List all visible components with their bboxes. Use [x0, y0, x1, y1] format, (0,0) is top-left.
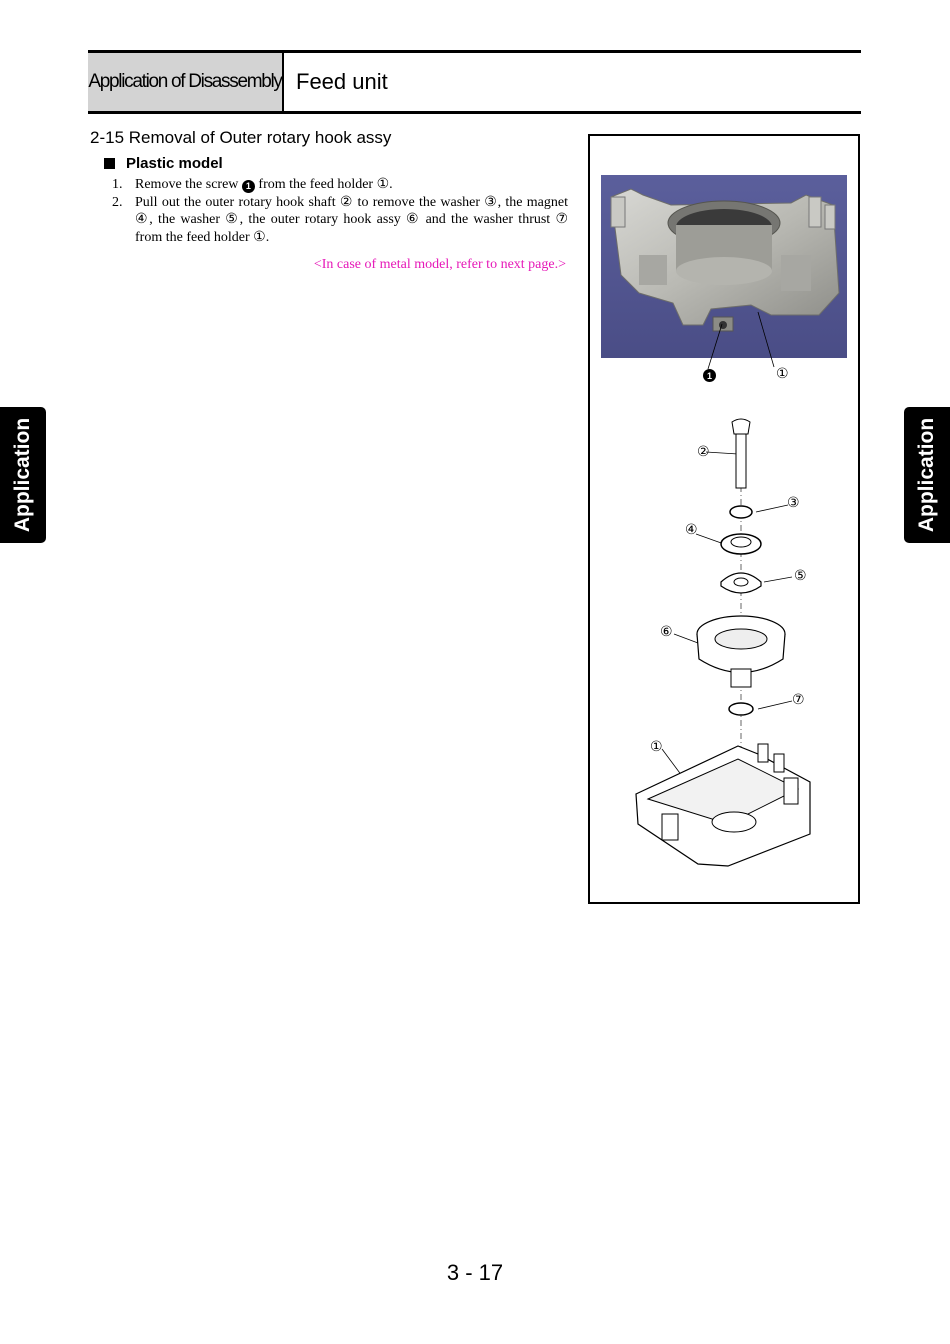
subheading: [104, 155, 223, 172]
step-number: 1.: [112, 177, 123, 192]
header-title: Feed unit: [296, 69, 388, 94]
square-bullet-icon: [104, 158, 115, 169]
screw-callout-icon: 1: [703, 369, 716, 382]
screw-marker-icon: 1: [242, 180, 255, 193]
metal-model-note: <In case of metal model, refer to next page.>: [313, 257, 566, 272]
list-item: [112, 176, 568, 194]
list-item: [112, 194, 568, 247]
rotary-hook-drawing: [697, 616, 785, 687]
hook-callout: ⑥: [660, 624, 673, 640]
figure-drawing: [588, 134, 860, 904]
washer3-callout: ③: [787, 495, 800, 511]
holder-callout: ①: [776, 366, 789, 382]
feed-holder-callout: ①: [650, 739, 663, 755]
washer5-callout: ⑤: [794, 568, 807, 584]
side-tab-right: Application: [904, 407, 950, 543]
step-number: 2.: [112, 194, 123, 210]
magnet-callout: ④: [685, 522, 698, 538]
step-text: Remove the screw 1 from the feed holder ①.: [135, 177, 393, 192]
feed-holder-drawing: [636, 744, 810, 866]
page-header: [88, 50, 861, 114]
thrust-callout: ⑦: [792, 692, 805, 708]
side-tab-left: Application: [0, 407, 46, 543]
steps-list: [112, 176, 568, 246]
section-title: 2-15 Removal of Outer rotary hook assy: [90, 128, 392, 147]
shaft-callout: ②: [697, 444, 710, 460]
subheading-text: Plastic model: [126, 155, 223, 172]
step-text: Pull out the outer rotary hook shaft ② to remove the washer ③, the magnet ④, the washer ⑤, the outer rotary hook assy ⑥ and the washer thrust ⑦ from the feed holder ①.: [135, 194, 568, 245]
header-category: Application of Disassembly: [88, 53, 284, 111]
page-number: 3 - 17: [446, 1260, 504, 1285]
